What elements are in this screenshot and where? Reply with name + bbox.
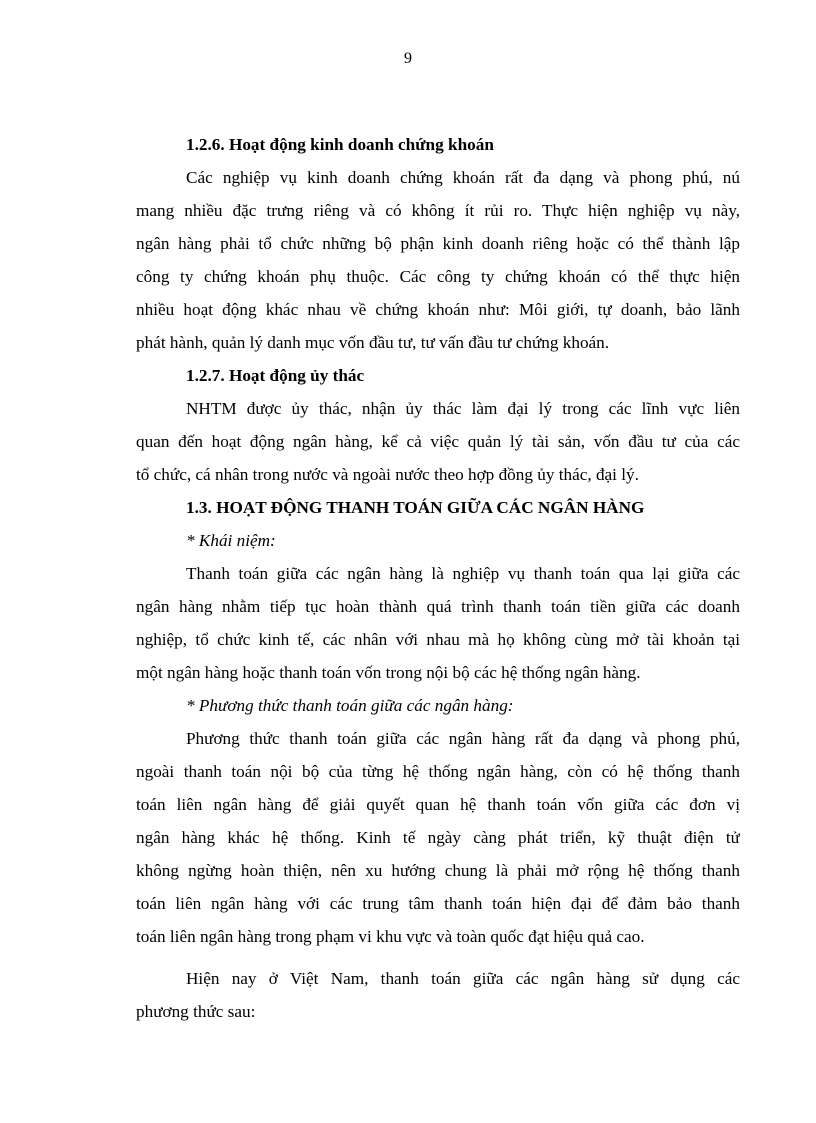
concept-label: * Khái niệm: [186,531,276,550]
paragraph-line: quan đến hoạt động ngân hàng, kể cả việc quản lý tài sản, vốn đầu tư của các [136,432,740,451]
section-heading-1-2-7: 1.2.7. Hoạt động ủy thác [186,366,365,385]
paragraph-line: không ngừng hoàn thiện, nên xu hướng chung là phải mở rộng hệ thống thanh [136,861,740,880]
paragraph-line: nghiệp, tổ chức kinh tế, các nhân với nhau mà họ không cùng mở tài khoản tại [136,630,740,649]
paragraph-line: Thanh toán giữa các ngân hàng là nghiệp vụ thanh toán qua lại giữa các [186,564,740,583]
page-number: 9 [404,50,412,67]
paragraph-line: NHTM được ủy thác, nhận ủy thác làm đại lý trong các lĩnh vực liên [186,399,740,418]
paragraph-line: nhiều hoạt động khác nhau về chứng khoán như: Môi giới, tự doanh, bảo lãnh [136,300,740,319]
section-heading-1-3: 1.3. HOẠT ĐỘNG THANH TOÁN GIỮA CÁC NGÂN HÀNG [186,498,645,517]
paragraph-line: tổ chức, cá nhân trong nước và ngoài nước theo hợp đồng ủy thác, đại lý. [136,465,639,484]
section-heading-1-2-6: 1.2.6. Hoạt động kinh doanh chứng khoán [186,135,494,154]
paragraph-line: một ngân hàng hoặc thanh toán vốn trong nội bộ các hệ thống ngân hàng. [136,663,641,682]
paragraph-line: phương thức sau: [136,1002,256,1021]
paragraph-line: Phương thức thanh toán giữa các ngân hàng rất đa dạng và phong phú, [186,729,740,748]
paragraph-line: ngân hàng phải tổ chức những bộ phận kinh doanh riêng hoặc có thể thành lập [136,234,740,253]
paragraph-line: toán liên ngân hàng để giải quyết quan hệ thanh toán vốn giữa các đơn vị [136,795,740,814]
paragraph-line: công ty chứng khoán phụ thuộc. Các công ty chứng khoán có thể thực hiện [136,267,740,286]
paragraph-line: ngân hàng nhằm tiếp tục hoàn thành quá trình thanh toán tiền giữa các doanh [136,597,740,616]
paragraph-line: Các nghiệp vụ kinh doanh chứng khoán rất đa dạng và phong phú, nú [186,168,740,187]
methods-label: * Phương thức thanh toán giữa các ngân hàng: [186,696,514,715]
document-body [136,128,740,1028]
paragraph-line: ngân hàng khác hệ thống. Kinh tế ngày càng phát triển, kỹ thuật điện tử [136,828,740,847]
paragraph-line: Hiện nay ở Việt Nam, thanh toán giữa các ngân hàng sử dụng các [186,969,740,988]
paragraph-line: mang nhiều đặc trưng riêng và có không ít rủi ro. Thực hiện nghiệp vụ này, [136,201,740,220]
paragraph-line: phát hành, quản lý danh mục vốn đầu tư, tư vấn đầu tư chứng khoán. [136,333,610,352]
paragraph-line: ngoài thanh toán nội bộ của từng hệ thống ngân hàng, còn có hệ thống thanh [136,762,740,781]
paragraph-line: toán liên ngân hàng với các trung tâm thanh toán hiện đại để đảm bảo thanh [136,894,740,913]
paragraph-line: toán liên ngân hàng trong phạm vi khu vực và toàn quốc đạt hiệu quả cao. [136,927,645,946]
